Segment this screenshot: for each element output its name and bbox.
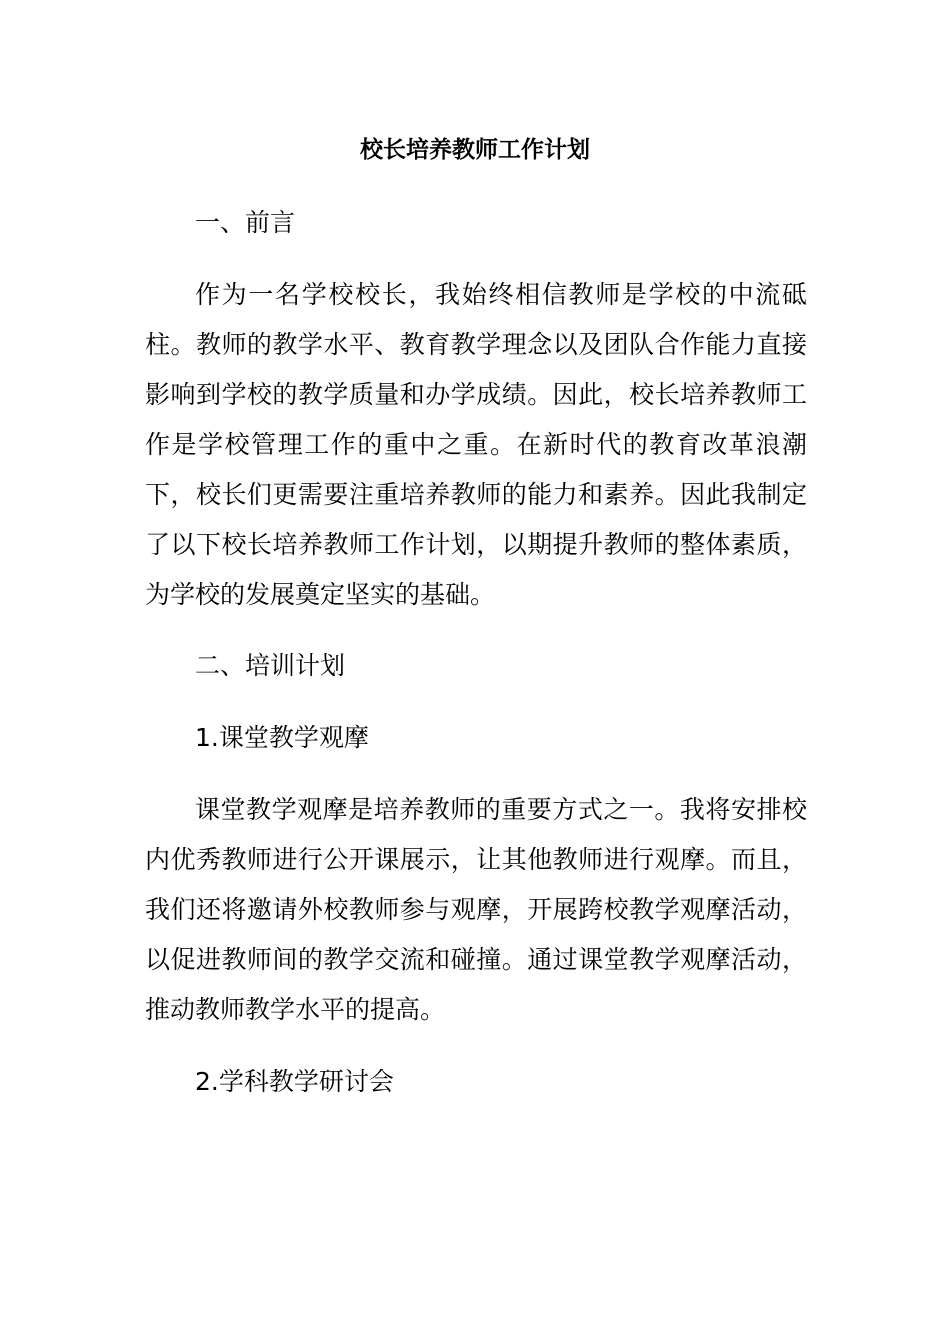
document-title: 校长培养教师工作计划 bbox=[360, 137, 590, 163]
section-heading-training-plan: 二、培训计划 bbox=[195, 651, 346, 680]
subsection-heading-subject-seminar: 2.学科教学研讨会 bbox=[195, 1067, 394, 1096]
subsection-heading-classroom-observation: 1.课堂教学观摩 bbox=[195, 723, 369, 752]
classroom-observation-paragraph: 课堂教学观摩是培养教师的重要方式之一。我将安排校内优秀教师进行公开课展示，让其他教师进行观摩。而且，我们还将邀请外校教师参与观摩，开展跨校教学观摩活动，以促进教师间的教学交流和碰撞。通过课堂教学观摩活动，推动教师教学水平的提高。 bbox=[145, 795, 807, 1024]
section-heading-preface: 一、前言 bbox=[195, 208, 296, 237]
preface-paragraph: 作为一名学校校长，我始终相信教师是学校的中流砥柱。教师的教学水平、教育教学理念以及团队合作能力直接影响到学校的教学质量和办学成绩。因此，校长培养教师工作是学校管理工作的重中之重。在新时代的教育改革浪潮下，校长们更需要注重培养教师的能力和素养。因此我制定了以下校长培养教师工作计划，以期提升教师的整体素质，为学校的发展奠定坚实的基础。 bbox=[145, 280, 807, 609]
